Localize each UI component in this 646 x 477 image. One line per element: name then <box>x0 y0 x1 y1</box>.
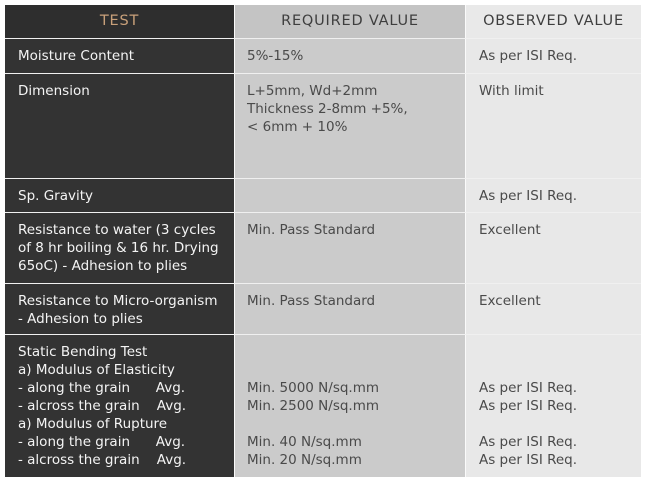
test-cell: Moisture Content <box>5 39 235 73</box>
test-cell: Resistance to Micro-organism - Adhesion to plies <box>5 284 235 334</box>
observed-value-cell: Excellent <box>466 284 641 334</box>
header-required-value: REQUIRED VALUE <box>235 5 466 38</box>
test-cell: Sp. Gravity <box>5 179 235 212</box>
observed-value-cell: As per ISI Req. <box>466 39 641 73</box>
observed-value-cell: As per ISI Req. <box>466 179 641 212</box>
table-row <box>5 335 641 477</box>
test-cell: Dimension <box>5 74 235 178</box>
table-row <box>5 39 641 74</box>
header-observed-value: OBSERVED VALUE <box>466 5 641 38</box>
observed-value-cell: With limit <box>466 74 641 178</box>
required-value-cell: Min. Pass Standard <box>235 213 466 283</box>
required-value-cell: 5%-15% <box>235 39 466 73</box>
table-header-row <box>5 5 641 39</box>
required-value-cell: Min. 5000 N/sq.mm Min. 2500 N/sq.mm Min. 40 N/sq.mm Min. 20 N/sq.mm <box>235 335 466 477</box>
header-test: TEST <box>5 5 235 38</box>
required-value-cell <box>235 179 466 212</box>
test-cell: Resistance to water (3 cycles of 8 hr boiling & 16 hr. Drying 65oC) - Adhesion to plies <box>5 213 235 283</box>
test-results-table <box>5 5 641 477</box>
table-row <box>5 74 641 179</box>
observed-value-cell: As per ISI Req. As per ISI Req. As per ISI Req. As per ISI Req. <box>466 335 641 477</box>
table-row <box>5 284 641 335</box>
observed-value-cell: Excellent <box>466 213 641 283</box>
table-row <box>5 179 641 213</box>
required-value-cell: Min. Pass Standard <box>235 284 466 334</box>
required-value-cell: L+5mm, Wd+2mm Thickness 2-8mm +5%, < 6mm + 10% <box>235 74 466 178</box>
test-cell: Static Bending Test a) Modulus of Elasticity - along the grain Avg. - alcross the grain Avg. a) Modulus of Rupture - along the grain Avg. - alcross the grain Avg. <box>5 335 235 477</box>
table-row <box>5 213 641 284</box>
